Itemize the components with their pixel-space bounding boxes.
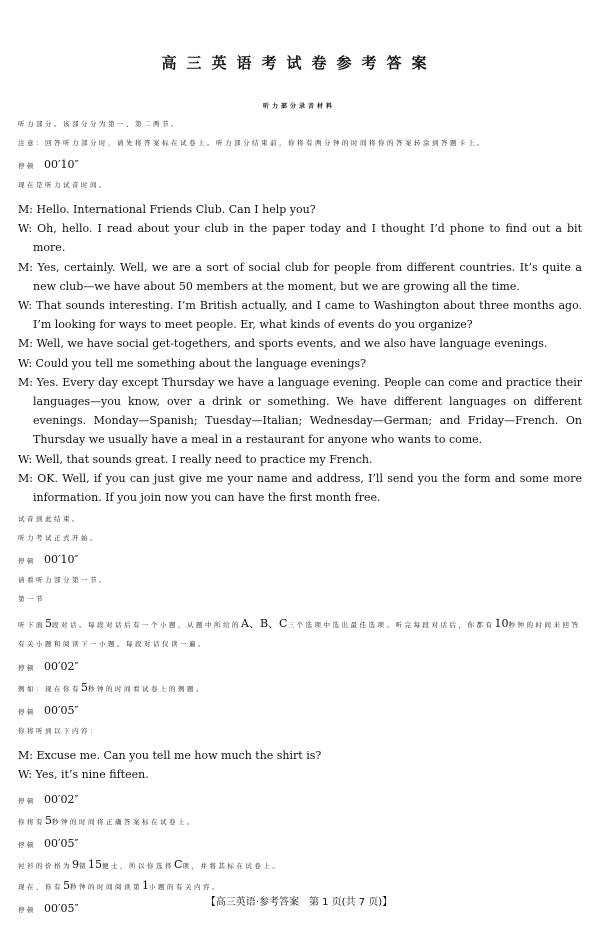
dialogue-line: M: Yes, certainly. Well, we are a sort of social club for people from different countries. It’s quite a new club—we have about 50 members at the moment, but we are growing all the time. xyxy=(18,260,582,293)
option-span: C xyxy=(174,857,183,871)
answer-explanation xyxy=(18,857,582,871)
pause-label: 停顿 xyxy=(18,905,36,914)
dialogue-line: W: That sounds interesting. I’m British actually, and I came to Washington about three months ago. I’m looking for ways to meet people. Er, what kinds of events do you organize? xyxy=(18,299,582,332)
text-span: 镑 xyxy=(79,861,88,870)
number-span: 5 xyxy=(45,813,52,827)
pause-time: 00′10″ xyxy=(44,158,79,171)
text-span: 项，并将其标在试卷上。 xyxy=(182,861,282,870)
section-subtitle: 听力部分录音材料 xyxy=(262,103,335,110)
number-span: 1 xyxy=(142,878,149,892)
text-span: 听下面 xyxy=(18,621,45,630)
number-span: 9 xyxy=(72,857,79,871)
dialogue-line: W: Oh, hello. I read about your club in the paper today and I thought I’d phone to find out a bit more. xyxy=(18,222,582,255)
section-line: 你将听到以下内容： xyxy=(18,727,99,736)
dialogue-line: W: Could you tell me something about the language evenings? xyxy=(18,356,367,370)
reading-instruction xyxy=(18,878,582,892)
pause-label: 停顿 xyxy=(18,664,36,673)
text-span: 秒钟的时间来回答有关小题和阅读下一小题。每段对话仅读一遍。 xyxy=(18,621,581,649)
pause-time: 00′02″ xyxy=(44,792,79,806)
text-span: 小题的有关内容。 xyxy=(149,882,221,891)
pause-line xyxy=(18,704,582,719)
dialogue xyxy=(18,200,582,507)
section-line: 试音到此结束。 xyxy=(18,515,81,524)
text-span: 秒钟的时间阅读第 xyxy=(70,882,142,891)
section-heading: 第一节 xyxy=(18,595,45,604)
example-dialogue xyxy=(18,746,582,784)
number-span: 15 xyxy=(88,857,102,871)
pause-line xyxy=(18,793,582,808)
pause-line xyxy=(18,158,582,173)
dialogue-line: M: Well, we have social get-togethers, and sports events, and we also have language evenings. xyxy=(18,337,548,351)
number-span: 5 xyxy=(45,617,52,631)
text-span: 段对话。每段对话后有一个小题，从题中所给的 xyxy=(52,621,241,630)
text-span: 你将有 xyxy=(18,817,45,826)
pause-time: 00′02″ xyxy=(44,660,79,674)
text-span: 秒钟的时间看试卷上的例题。 xyxy=(88,685,205,694)
page-footer: 【高三英语·参考答案 第 1 页(共 7 页)】 xyxy=(205,897,393,908)
dialogue-line: M: Yes. Every day except Thursday we have a language evening. People can come and practice their languages—you know, over a drink or something. We have different languages on different evenings. Monday—Spanish; Tuesday—Italian; Wednesday—German; and Friday—French. On Thursday we usually have a meal in a restaurant for anyone who wants to come. xyxy=(18,375,582,447)
answer-instruction xyxy=(18,813,582,827)
pause-line xyxy=(18,660,582,675)
text-span: 衬衫的价格为 xyxy=(18,861,72,870)
text-span: 三个选项中选出最佳选项。听完每段对话后，你都有 xyxy=(287,621,495,630)
text-span: 现在，你有 xyxy=(18,882,63,891)
number-span: 5 xyxy=(81,681,88,695)
text-span: 秒钟的时间将正确答案标在试卷上。 xyxy=(52,817,196,826)
pause-label: 停顿 xyxy=(18,796,36,805)
number-span: 10 xyxy=(494,617,509,631)
example-intro xyxy=(18,683,582,694)
pause-time: 00′05″ xyxy=(44,836,79,850)
intro-line: 现在是听力试音时间。 xyxy=(18,181,108,189)
pause-label: 停顿 xyxy=(18,708,36,717)
section-line: 听力考试正式开始。 xyxy=(18,534,99,543)
dialogue-line: W: Well, that sounds great. I really need to practice my French. xyxy=(18,452,373,466)
pause-line xyxy=(18,553,582,568)
section-line: 请看听力部分第一节。 xyxy=(18,576,108,585)
options-span: A、B、C xyxy=(241,617,288,631)
pause-label: 停顿 xyxy=(18,557,36,566)
pause-time: 00′10″ xyxy=(44,553,79,567)
number-span: 5 xyxy=(63,878,70,892)
pause-time: 00′05″ xyxy=(44,704,79,718)
document-body xyxy=(18,120,582,925)
instructions xyxy=(18,614,582,654)
intro-note: 注意：回答听力部分时，请先将答案标在试卷上。听力部分结束前，你将有两分钟的时间将你的答案转涂到答题卡上。 xyxy=(18,139,486,147)
dialogue-line: M: OK. Well, if you can just give me your name and address, I’ll send you the form and some more information. If you join now you can have the first month free. xyxy=(18,471,582,505)
page-title: 高三英语考试卷参考答案 xyxy=(161,54,437,72)
pause-time: 00′05″ xyxy=(44,901,79,915)
pause-label: 停顿 xyxy=(18,840,36,849)
dialogue-line: M: Excuse me. Can you tell me how much the shirt is? xyxy=(18,749,322,763)
dialogue-line: M: Hello. International Friends Club. Can I help you? xyxy=(18,203,316,216)
pause-label: 停顿 xyxy=(18,162,36,170)
text-span: 便士，所以你选择 xyxy=(102,861,174,870)
pause-line xyxy=(18,837,582,852)
dialogue-line: W: Yes, it’s nine fifteen. xyxy=(18,768,149,782)
intro-line: 听力部分。该部分分为第一、第二两节。 xyxy=(18,120,180,128)
text-span: 例如：现在你有 xyxy=(18,685,81,694)
